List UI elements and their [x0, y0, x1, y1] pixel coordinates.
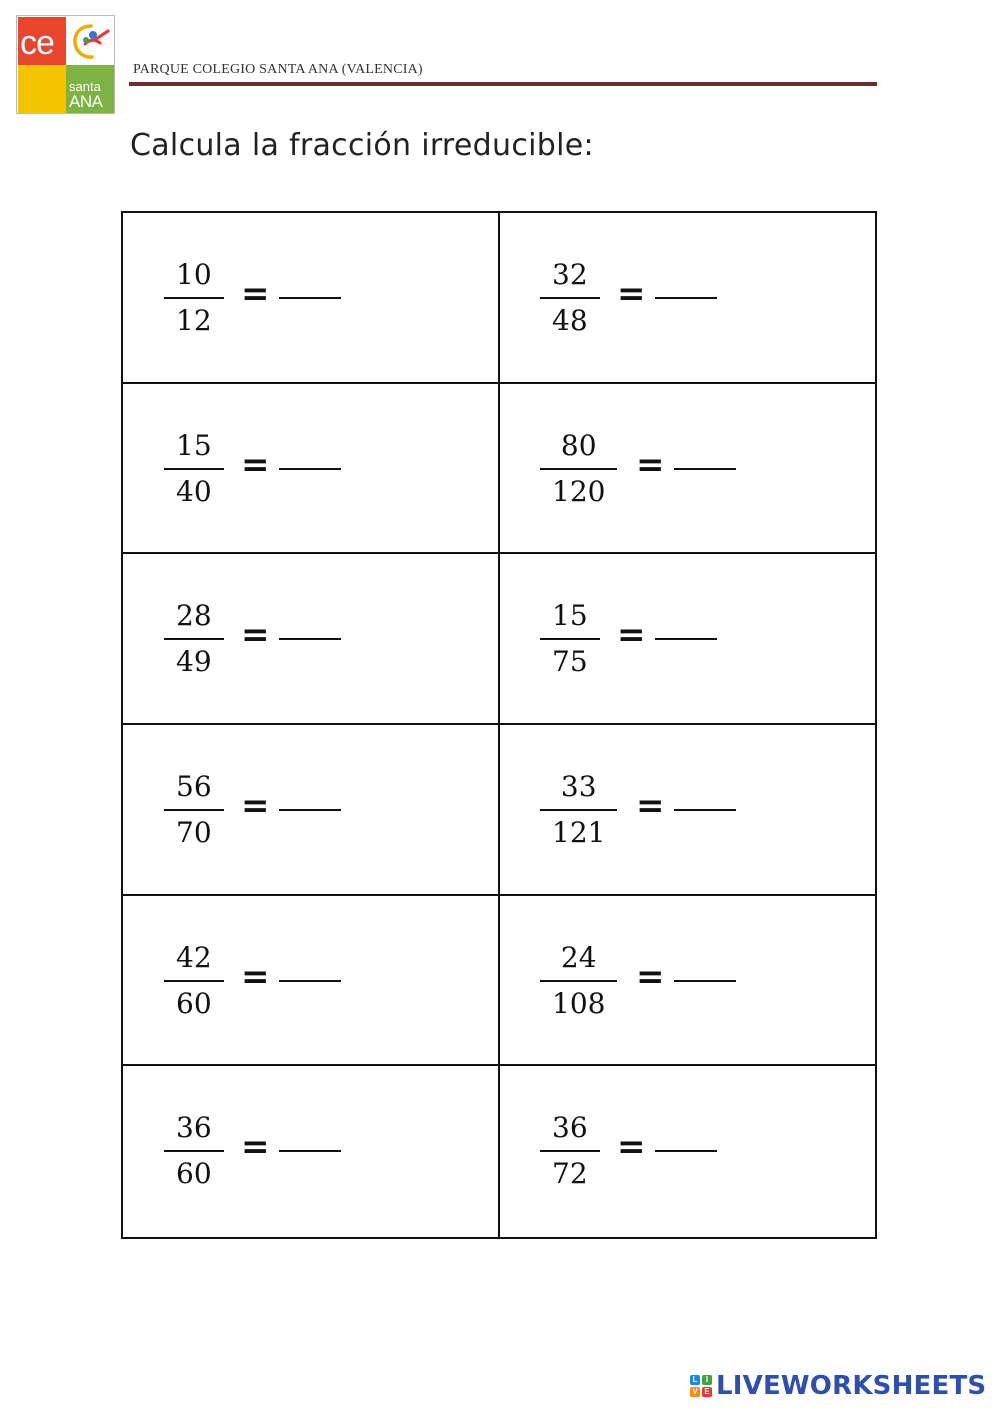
emblem-icon: [70, 22, 112, 62]
fraction-denominator: 70: [176, 816, 212, 849]
brand-tile: V: [690, 1387, 700, 1397]
fraction-numerator: 10: [176, 258, 212, 291]
exercise-cell: [500, 896, 877, 1067]
fraction-bar: [164, 468, 224, 470]
fraction-numerator: 28: [176, 599, 212, 633]
answer-blank[interactable]: [279, 638, 341, 640]
exercise-cell: [123, 1066, 500, 1237]
equals-sign: =: [241, 274, 270, 314]
fraction-numerator: 32: [552, 258, 588, 291]
fraction-bar: [164, 638, 224, 640]
equals-sign: =: [636, 956, 665, 997]
equals-sign: =: [636, 786, 665, 826]
fraction-denominator: 121: [552, 816, 606, 849]
fraction: [164, 596, 224, 682]
fraction: [164, 938, 224, 1024]
answer-blank[interactable]: [279, 809, 341, 811]
exercise-cell: [123, 384, 500, 555]
fraction-bar: [164, 809, 224, 811]
equals-sign: =: [636, 444, 665, 485]
fraction: [540, 1108, 600, 1194]
logo-yellow-square: [18, 65, 66, 113]
fraction-bar: [540, 809, 617, 811]
fraction: [540, 767, 617, 853]
fraction-bar: [540, 468, 617, 470]
brand-tile: I: [702, 1375, 712, 1385]
fraction-bar: [540, 980, 617, 982]
equals-sign: =: [241, 444, 270, 485]
fraction-numerator: 15: [552, 599, 588, 633]
fraction-numerator: 80: [560, 428, 597, 462]
fraction-denominator: 72: [552, 1157, 588, 1191]
fraction: [540, 938, 617, 1024]
exercise-cell: [123, 554, 500, 725]
answer-blank[interactable]: [279, 1150, 341, 1152]
fraction-numerator: 24: [560, 940, 597, 974]
exercise-cell: [123, 896, 500, 1067]
answer-blank[interactable]: [279, 468, 341, 470]
exercise-cell: [500, 554, 877, 725]
equals-sign: =: [241, 786, 270, 826]
fraction-bar: [164, 980, 224, 982]
brand-name: LIVEWORKSHEETS: [716, 1371, 987, 1401]
brand-tile: L: [690, 1375, 700, 1385]
fraction: [540, 426, 617, 512]
fraction-numerator: 56: [176, 770, 212, 803]
answer-blank[interactable]: [674, 468, 736, 470]
exercise-grid: [121, 211, 877, 1239]
fraction-denominator: 49: [176, 645, 212, 679]
exercise-cell: [123, 725, 500, 896]
fraction-denominator: 120: [552, 474, 606, 508]
fraction: [164, 1108, 224, 1194]
equals-sign: =: [241, 956, 270, 997]
brand-logo-icon: [690, 1375, 712, 1397]
fraction: [164, 426, 224, 512]
equals-sign: =: [617, 1127, 646, 1168]
equals-sign: =: [617, 274, 646, 314]
fraction-denominator: 60: [176, 986, 212, 1020]
instruction-title: Calcula la fracción irreducible:: [130, 128, 594, 163]
exercise-cell: [500, 384, 877, 555]
fraction-numerator: 33: [560, 770, 597, 803]
answer-blank[interactable]: [655, 297, 717, 299]
answer-blank[interactable]: [279, 297, 341, 299]
logo-santa-text: santa: [69, 79, 101, 94]
equals-sign: =: [241, 1127, 270, 1168]
answer-blank[interactable]: [655, 638, 717, 640]
exercise-cell: [500, 725, 877, 896]
school-logo: [16, 15, 115, 114]
logo-ana-text: ANA: [69, 92, 103, 111]
answer-blank[interactable]: [674, 809, 736, 811]
brand-tile: E: [702, 1387, 712, 1397]
fraction-bar: [540, 1150, 600, 1152]
fraction: [164, 255, 224, 341]
answer-blank[interactable]: [279, 980, 341, 982]
liveworksheets-brand: [690, 1371, 986, 1401]
fraction-denominator: 60: [176, 1157, 212, 1191]
fraction-denominator: 75: [552, 645, 588, 679]
fraction-bar: [540, 297, 600, 299]
school-name: PARQUE COLEGIO SANTA ANA (VALENCIA): [133, 62, 423, 77]
fraction: [164, 767, 224, 853]
logo-ce-text: ce: [20, 24, 54, 62]
header-divider: [129, 82, 877, 86]
equals-sign: =: [241, 615, 270, 656]
fraction-numerator: 15: [176, 428, 212, 462]
exercise-cell: [500, 1066, 877, 1237]
fraction-numerator: 36: [552, 1111, 588, 1145]
fraction-bar: [164, 297, 224, 299]
fraction-denominator: 12: [176, 304, 212, 337]
fraction: [540, 596, 600, 682]
fraction-denominator: 108: [552, 986, 606, 1020]
fraction-numerator: 42: [176, 940, 212, 974]
fraction-bar: [164, 1150, 224, 1152]
answer-blank[interactable]: [655, 1150, 717, 1152]
fraction-bar: [540, 638, 600, 640]
exercise-cell: [123, 213, 500, 384]
equals-sign: =: [617, 615, 646, 656]
fraction-denominator: 48: [552, 304, 588, 337]
exercise-cell: [500, 213, 877, 384]
answer-blank[interactable]: [674, 980, 736, 982]
fraction: [540, 255, 600, 341]
fraction-numerator: 36: [176, 1111, 212, 1145]
fraction-denominator: 40: [176, 474, 212, 508]
